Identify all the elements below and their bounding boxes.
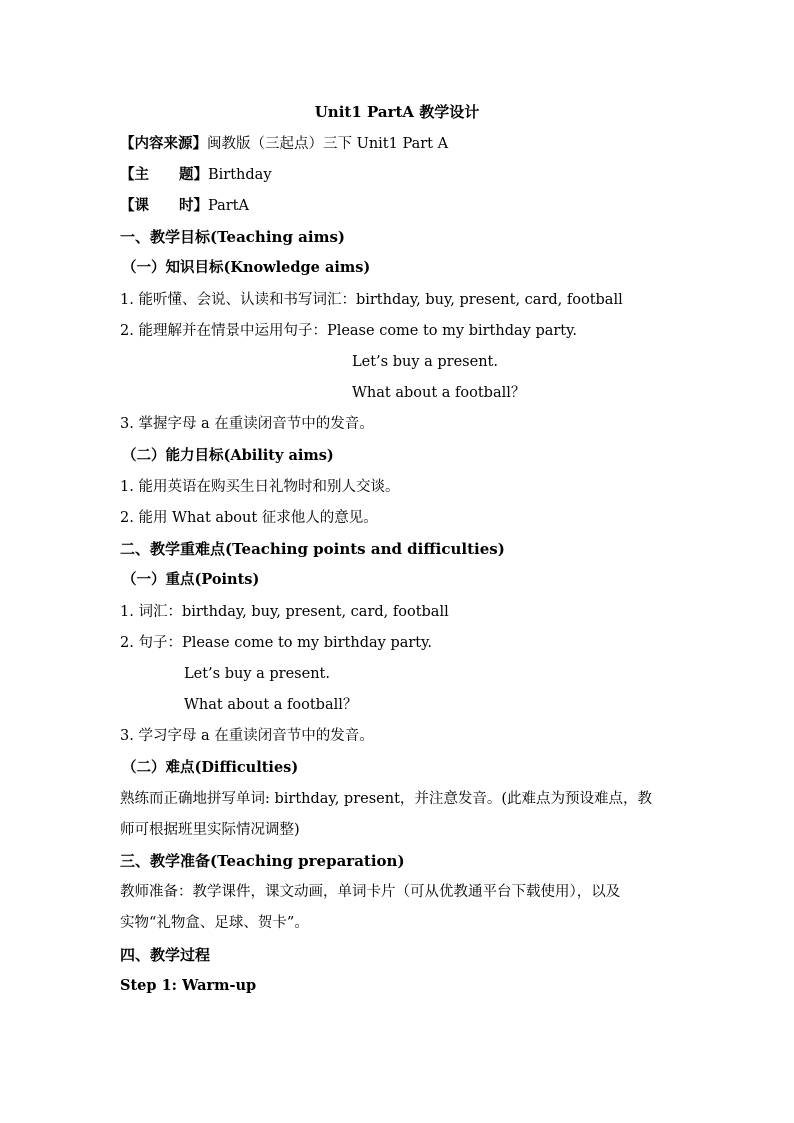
meta-period	[120, 196, 249, 216]
knowledge-item-2-line3: What about a football？	[352, 385, 526, 401]
points-item-1: 1. 词汇：birthday, buy, present, card, football	[120, 604, 449, 620]
section-heading-preparation: 三、教学准备(Teaching preparation)	[120, 852, 405, 870]
difficulties-text-line2: 师可根据班里实际情况调整)	[120, 822, 300, 838]
section-heading-aims: 一、教学目标(Teaching aims)	[120, 228, 345, 246]
period-value: PartA	[208, 198, 249, 214]
meta-source	[120, 134, 448, 154]
subheading-knowledge-aims: （一）知识目标(Knowledge aims)	[122, 259, 371, 276]
preparation-text-line1: 教师准备：教学课件，课文动画，单词卡片（可从优教通平台下载使用），以及	[120, 884, 621, 900]
step-1-heading: Step 1: Warm-up	[120, 977, 257, 994]
period-label-end: 时】	[179, 197, 208, 214]
subheading-ability-aims: （二）能力目标(Ability aims)	[122, 447, 334, 464]
subheading-points: （一）重点(Points)	[122, 571, 260, 588]
section-heading-process: 四、教学过程	[120, 946, 211, 964]
knowledge-item-2-line2: Let’s buy a present.	[352, 354, 498, 370]
source-value: 闽教版（三起点）三下 Unit1 Part A	[207, 136, 449, 152]
points-item-2: 2. 句子：Please come to my birthday party.	[120, 635, 433, 651]
points-item-2-line2: Let’s buy a present.	[184, 666, 330, 682]
ability-item-2: 2. 能用 What about 征求他人的意见。	[120, 510, 378, 526]
period-label-start: 【课	[120, 197, 149, 214]
subheading-difficulties: （二）难点(Difficulties)	[122, 759, 299, 776]
difficulties-text-line1: 熟练而正确地拼写单词: birthday, present，并注意发音。(此难点为预设难点，教	[120, 791, 653, 807]
knowledge-item-1: 1. 能听懂、会说、认读和书写词汇：birthday, buy, present, card, football	[120, 292, 623, 308]
topic-label-end: 题】	[179, 166, 208, 183]
page-title: Unit1 PartA 教学设计	[314, 103, 480, 121]
ability-item-1: 1. 能用英语在购买生日礼物时和别人交谈。	[120, 479, 400, 495]
section-heading-points: 二、教学重难点(Teaching points and difficulties)	[120, 540, 505, 558]
source-label: 【内容来源】	[120, 135, 207, 152]
topic-label-start: 【主	[120, 166, 149, 183]
knowledge-item-2: 2. 能理解并在情景中运用句子：Please come to my birthday party.	[120, 323, 578, 339]
meta-topic	[120, 165, 272, 185]
points-item-3: 3. 学习字母 a 在重读闭音节中的发音。	[120, 728, 374, 744]
preparation-text-line2: 实物“礼物盒、足球、贺卡”。	[120, 915, 309, 931]
knowledge-item-3: 3. 掌握字母 a 在重读闭音节中的发音。	[120, 416, 374, 432]
points-item-2-line3: What about a football？	[184, 697, 358, 713]
topic-value: Birthday	[208, 167, 272, 183]
